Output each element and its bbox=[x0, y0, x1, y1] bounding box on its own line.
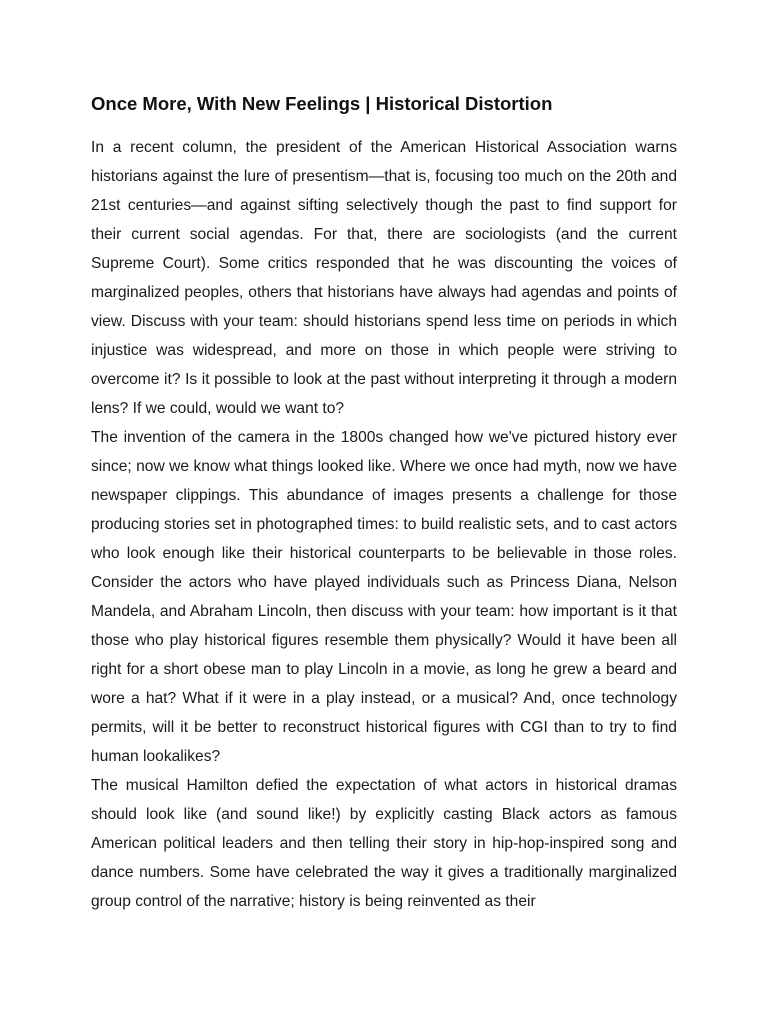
document-title: Once More, With New Feelings | Historical Distortion bbox=[91, 93, 553, 114]
paragraph-presentism: In a recent column, the president of the American Historical Association warns historians against the lure of presentism—that is, focusing too much on the 20th and 21st centuries—and against sifting selectively though the past to find support for their current social agendas. For that, there are sociologists (and the current Supreme Court). Some critics responded that he was discounting the voices of marginalized peoples, others that historians have always had agendas and points of view. Discuss with your team: should historians spend less time on periods in which injustice was widespread, and more on those in which people were striving to overcome it? Is it possible to look at the past without interpreting it through a modern lens? If we could, would we want to? bbox=[91, 139, 677, 417]
paragraph-hamilton: The musical Hamilton defied the expectation of what actors in historical dramas should look like (and sound like!) by explicitly casting Black actors as famous American political leaders and then telling their story in hip-hop-inspired song and dance numbers. Some have celebrated the way it gives a traditionally marginalized group control of the narrative; history is being reinvented as their bbox=[91, 777, 677, 910]
document-page bbox=[91, 92, 677, 916]
paragraph-camera: The invention of the camera in the 1800s changed how we've pictured history ever since; now we know what things looked like. Where we once had myth, now we have newspaper clippings. This abundance of images presents a challenge for those producing stories set in photographed times: to build realistic sets, and to cast actors who look enough like their historical counterparts to be believable in those roles. Consider the actors who have played individuals such as Princess Diana, Nelson Mandela, and Abraham Lincoln, then discuss with your team: how important is it that those who play historical figures resemble them physically? Would it have been all right for a short obese man to play Lincoln in a movie, as long he grew a beard and wore a hat? What if it were in a play instead, or a musical? And, once technology permits, will it be better to reconstruct historical figures with CGI than to try to find human lookalikes? bbox=[91, 429, 677, 765]
